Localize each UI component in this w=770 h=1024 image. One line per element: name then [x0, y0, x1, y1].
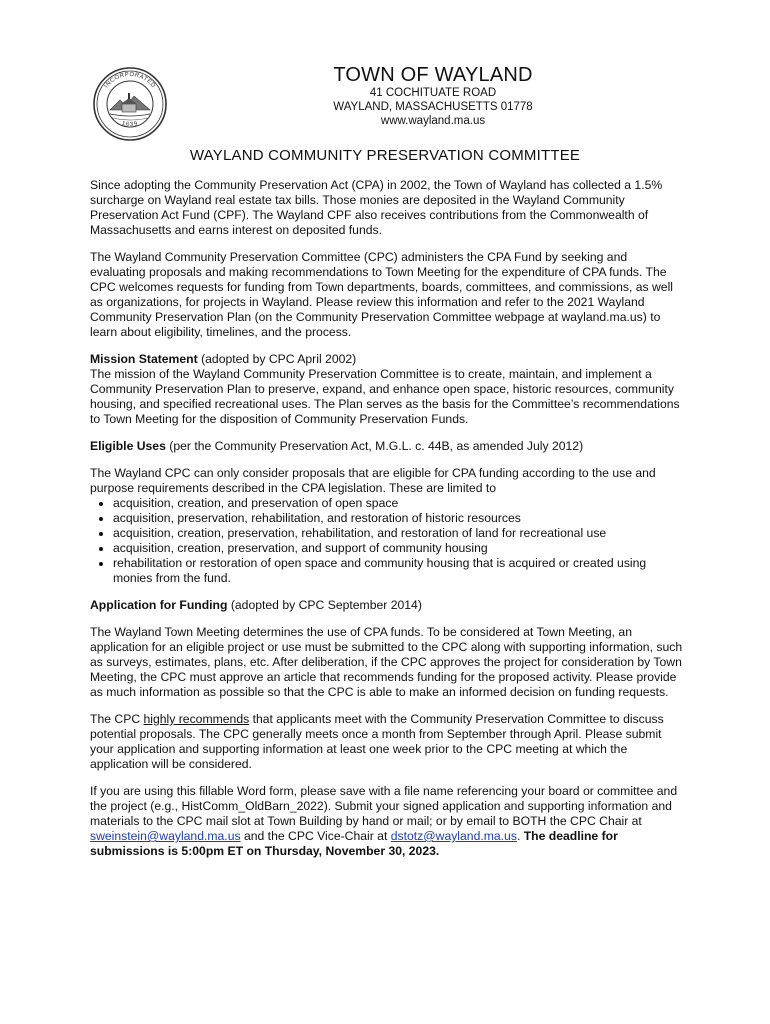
application-note: (adopted by CPC September 2014): [227, 598, 422, 612]
list-item: • rehabilitation or restoration of open space and community housing that is acquired or created using monies from the fund.: [113, 556, 685, 586]
application-text: The Wayland Town Meeting determines the use of CPA funds. To be considered at Town Meeting, an application for an eligible project or use must be submitted to the CPC along with supporting information, such as surveys, estimates, plans, etc. After deliberation, if the CPC approves the project for consideration by Town Meeting, the CPC must approve an article that recommends funding for the proposed activity. Please provide as much information as possible so that the CPC is able to make an informed decision on funding requests.: [90, 625, 683, 699]
mission-heading: Mission Statement: [90, 352, 198, 366]
list-item: • acquisition, creation, and preservation of open space: [113, 496, 685, 511]
recommend-underlined: highly recommends: [143, 712, 250, 726]
mission-note: (adopted by CPC April 2002): [197, 352, 357, 366]
chair-email-link[interactable]: sweinstein@wayland.ma.us: [90, 829, 241, 843]
list-item: • acquisition, creation, preservation, rehabilitation, and restoration of land for recreational use: [113, 526, 685, 541]
application-heading: Application for Funding: [90, 598, 228, 612]
submission-post: .: [516, 829, 524, 843]
submission-paragraph: [90, 784, 685, 859]
submission-mid: and the CPC Vice-Chair at: [240, 829, 391, 843]
committee-title: WAYLAND COMMUNITY PRESERVATION COMMITTEE: [189, 147, 581, 164]
eligible-text: The Wayland CPC can only consider proposals that are eligible for CPA funding according to the use and purpose requirements described in the CPA legislation. These are limited to: [90, 466, 656, 495]
intro-paragraph-1: Since adopting the Community Preservation Act (CPA) in 2002, the Town of Wayland has collected a 1.5% surcharge on Wayland real estate tax bills. Those monies are deposited in the Wayland Community Preservation Act Fund (CPF). The Wayland CPF also receives contributions from the Commonwealth of Massachusetts and earns interest on deposited funds.: [90, 178, 663, 237]
mission-heading-line: [90, 352, 685, 367]
application-heading-line: [90, 598, 685, 613]
letterhead: [230, 64, 636, 128]
list-item: • acquisition, creation, preservation, and support of community housing: [113, 541, 685, 556]
eligible-heading-line: [90, 439, 685, 454]
seal-top-text: INCORPORATED: [103, 71, 157, 90]
recommend-paragraph: [90, 712, 685, 772]
seal-bottom-text: 1639: [120, 120, 140, 129]
intro-paragraph-2: The Wayland Community Preservation Committee (CPC) administers the CPA Fund by seeking and evaluating proposals and making recommendations to Town Meeting for the expenditure of CPA funds. The CPC welcomes requests for funding from Town departments, boards, committees, and commissions, as well as organizations, for projects in Wayland. Please review this information and refer to the 2021 Wayland Community Preservation Plan (on the Community Preservation Committee webpage at wayland.ma.us) to learn about eligibility, timelines, and the process.: [90, 250, 673, 339]
eligible-list: [90, 496, 685, 586]
submission-pre: If you are using this fillable Word form, please save with a file name referencing your board or committee and the project (e.g., HistComm_OldBarn_2022). Submit your signed application and supporting information and materials to the CPC mail slot at Town Building by hand or mail; or by email to BOTH the CPC Chair at: [90, 784, 678, 828]
address-line-1: 41 COCHITUATE ROAD: [369, 87, 497, 99]
town-title: TOWN OF WAYLAND: [333, 64, 533, 86]
deadline-text: The deadline for submissions is 5:00pm ET on Thursday, November 30, 2023.: [90, 829, 618, 858]
recommend-pre: The CPC: [90, 712, 144, 726]
website: www.wayland.ma.us: [380, 115, 486, 127]
vice-chair-email-link[interactable]: dstotz@wayland.ma.us: [390, 829, 517, 843]
eligible-heading: Eligible Uses: [90, 439, 166, 453]
recommend-post: that applicants meet with the Community Preservation Committee to discuss potential proposals. The CPC generally meets once a month from September through April. Please submit your application and supporting information at least one week prior to the CPC meeting at which the application will be considered.: [90, 712, 664, 771]
document-body: [90, 178, 685, 871]
address-line-2: WAYLAND, MASSACHUSETTS 01778: [333, 101, 533, 113]
list-item: • acquisition, preservation, rehabilitation, and restoration of historic resources: [113, 511, 685, 526]
eligible-note: (per the Community Preservation Act, M.G.L. c. 44B, as amended July 2012): [165, 439, 584, 453]
town-seal-icon: [92, 66, 168, 142]
mission-text: The mission of the Wayland Community Preservation Committee is to create, maintain, and implement a Community Preservation Plan to preserve, expand, and enhance open space, historic resources, community housing, and specified recreational uses. The Plan serves as the basis for the Committee’s recommendations to Town Meeting for the disposition of Community Preservation Funds.: [90, 367, 680, 426]
